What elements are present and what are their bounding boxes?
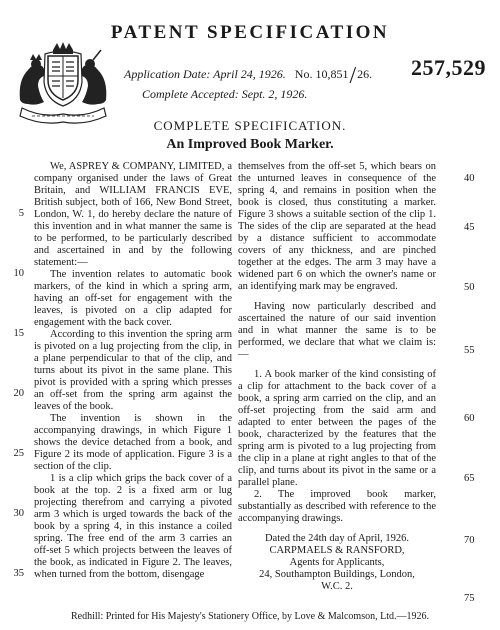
printer-footer: Redhill: Printed for His Majesty's Stationery Office, by Love & Malcomson, Ltd.—1926. [71, 611, 429, 622]
claim-2: 2. The improved book marker, substantially as described with reference to the accompanying drawings. [238, 489, 436, 524]
line-number: 55 [464, 345, 475, 356]
complete-accepted-date: Sept. 2, 1926. [241, 87, 308, 101]
line-number: 35 [13, 568, 24, 579]
line-number: 25 [13, 448, 24, 459]
application-number: 10,851 [315, 67, 349, 81]
line-number: 45 [464, 222, 475, 233]
line-number: 20 [13, 388, 24, 399]
claims-intro: Having now particularly described and ascertained the nature of our said invention and in what manner the same is to be performed, we declare that what we claim is:— [238, 301, 436, 360]
agent-role: Agents for Applicants, [289, 557, 385, 568]
paragraph-description: 1 is a clip which grips the back cover of a book at the top. 2 is a fixed arm or lug projecting therefrom and carrying a pivoted arm 3 which is urged towards the back of the book by a spring 4, in this instance a coiled spring. The free end of the arm 3 carries an off-set 5 which projects between the leaves of the book, as indicated in Figure 2. The leaves, when turned from the bottom, disengage [34, 473, 232, 580]
left-column [34, 161, 232, 581]
application-date-line [124, 63, 372, 90]
line-number: 70 [464, 535, 475, 546]
agent-postcode: W.C. 2. [321, 581, 353, 592]
paragraph-invention: According to this invention the spring arm is pivoted on a lug projecting from the clip, in a plane perpendicular to that of the clip, and turns about its pivot in the same plane. This pivot is provided with a spring which presses an off-set from the spring arm against the leaves of the book. [34, 329, 232, 412]
application-number-label: No. [294, 67, 313, 81]
right-column [238, 161, 436, 593]
application-date: April 24, 1926. [213, 67, 286, 81]
claim-1: 1. A book marker of the kind consisting of a clip for attachment to the back cover of a book, a spring arm carried on the clip, and an off-set projecting from the said arm and adapted to enter between the pages of the book, characterized by the features that the spring arm is pivoted to a lug projecting from the clip in a plane at right angles to that of the clip, and turns about its pivot in the same or a parallel plane. [238, 369, 436, 488]
invention-title: An Improved Book Marker. [166, 137, 334, 152]
agent-address: 24, Southampton Buildings, London, [259, 569, 415, 580]
line-number: 10 [13, 268, 24, 279]
line-number: 5 [18, 208, 24, 219]
document-title: PATENT SPECIFICATION [110, 22, 390, 43]
paragraph-drawings: The invention is shown in the accompanying drawings, in which Figure 1 shows the device detached from a book, and Figure 2 its mode of application. Figure 3 is a section of the clip. [34, 413, 232, 472]
agent-name: CARPMAELS & RANSFORD, [269, 545, 405, 556]
line-number: 30 [13, 508, 24, 519]
line-number: 40 [464, 173, 475, 184]
line-number: 15 [13, 328, 24, 339]
paragraph-declaration: We, ASPREY & COMPANY, LIMITED, a company organised under the laws of Great Britain, and WILLIAM FRANCIS EVE, British subject, both of 166, New Bond Street, London, W. 1, do hereby declare the nature of this invention and in what manner the same is to be performed, to be particularly described and ascertained in and by the following statement:— [34, 161, 232, 268]
complete-accepted-label: Complete Accepted: [142, 87, 239, 101]
application-date-label: Application Date: [124, 67, 211, 81]
patent-number: 257,529 [411, 55, 486, 80]
line-number: 50 [464, 282, 475, 293]
paragraph-continuation: themselves from the off-set 5, which bears on the unturned leaves in consequence of the spring 4, and remains in position when the book is closed, thus constituting a marker. Figure 3 shows a suitable section of the clip 1. The sides of the clip are separated at the head by a distance sufficient to accommodate covers of any thickness, and are pinched together at the edges. The arm 3 may have a widened part 6 on which the owner's name or an identifying mark may be engraved. [238, 161, 436, 292]
complete-accepted-line [142, 87, 307, 102]
application-year: 26. [357, 67, 373, 81]
complete-specification-heading: COMPLETE SPECIFICATION. [153, 118, 347, 133]
line-number: 75 [464, 593, 475, 604]
slash-separator: / [349, 63, 357, 89]
line-number: 65 [464, 473, 475, 484]
royal-coat-of-arms-icon [8, 40, 118, 126]
line-number: 60 [464, 413, 475, 424]
dated-line: Dated the 24th day of April, 1926. [264, 533, 410, 544]
paragraph-field: The invention relates to automatic book markers, of the kind in which a spring arm, having an off-set for engagement with the leaves, is pivoted on a clip adapted for engagement with the back cover. [34, 269, 232, 328]
